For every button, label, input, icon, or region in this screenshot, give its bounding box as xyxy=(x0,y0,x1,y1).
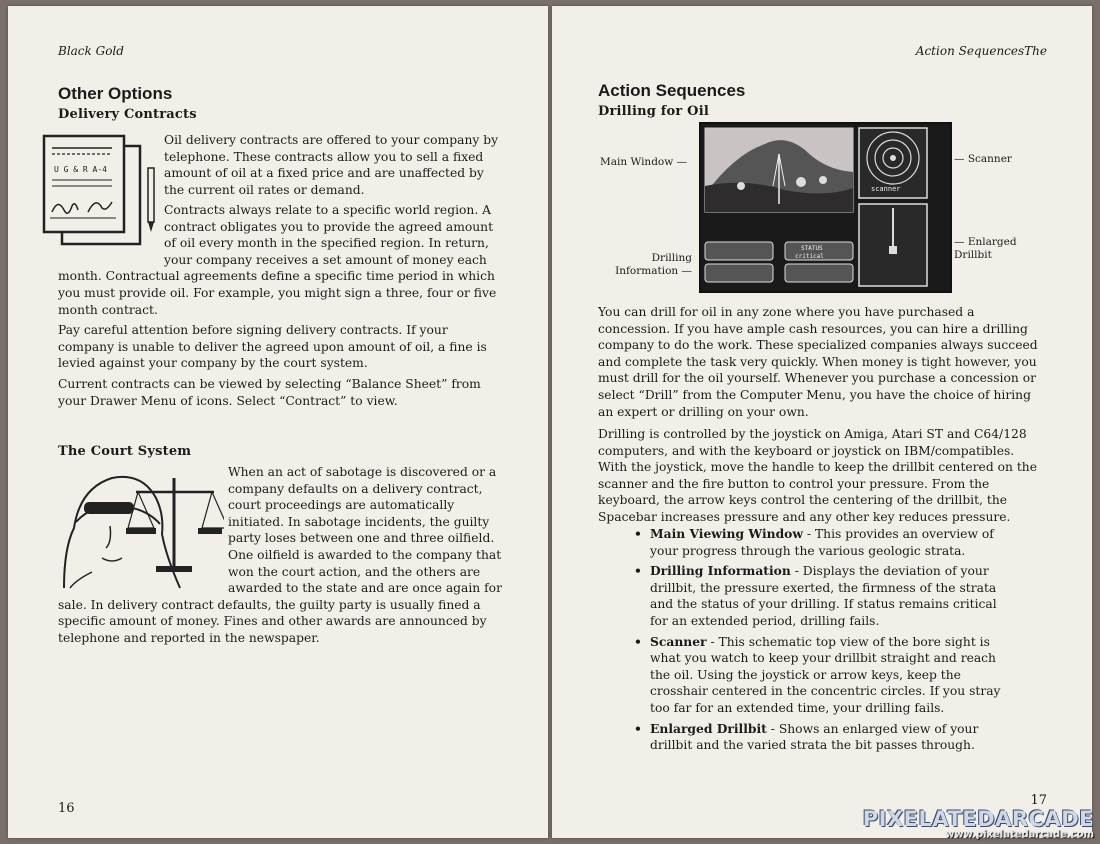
bullet-dot: • xyxy=(634,633,642,649)
bullet-text: - This provides an overview of your progress through the various geologic strata. xyxy=(650,527,994,558)
court-paragraph xyxy=(58,464,508,647)
delivery-paragraph-2-text: Contracts always relate to a specific world region. A contract obligates you to provide the agreed amount of oil every month in the specified region. In return, your company receives a set amount of money each month. Contractual agreements define a specific time period in which you must provide oil. For example, you might sign a three, four or five month contract. xyxy=(58,203,497,317)
svg-text:U G & R A-4: U G & R A-4 xyxy=(54,165,107,174)
bullet-term: Drilling Information xyxy=(650,563,791,579)
heading-court-system: The Court System xyxy=(58,444,192,459)
page-number-right: 17 xyxy=(1030,793,1047,808)
screen-status-label: STATUS xyxy=(801,245,823,252)
bullet-text: - Displays the deviation of your drillbit, the pressure exerted, the firmness of the strata and the status of your drilling. If status remains critical for an extended period, drilling fails. xyxy=(650,564,997,628)
label-scanner: — Scanner xyxy=(954,153,1012,165)
bullet-enlarged-drillbit xyxy=(624,721,1014,754)
label-enlarged-drillbit: — Enlarged Drillbit xyxy=(954,236,1017,261)
drilling-screen-graphic xyxy=(701,124,950,291)
running-head-left: Black Gold xyxy=(58,44,124,58)
bullet-dot: • xyxy=(634,526,642,541)
text-wrap-spacer xyxy=(58,202,164,268)
bullet-dot: • xyxy=(634,720,642,736)
feature-bullet-list xyxy=(624,526,1014,758)
watermark xyxy=(863,807,1094,840)
label-main-window: Main Window — xyxy=(600,156,688,168)
heading-delivery-contracts: Delivery Contracts xyxy=(58,107,197,122)
delivery-paragraph-3: Pay careful attention before signing delivery contracts. If your company is unable to deliver the agreed upon amount of oil, a fine is levied against your company by the court system. xyxy=(58,323,487,371)
bullet-term: Main Viewing Window xyxy=(650,526,803,541)
court-paragraph-text: When an act of sabotage is discovered or a company defaults on a delivery contract, court proceedings are automatically initiated. In sabotage incidents, the guilty party loses between one and three oilfield. One oilfield is awarded to the company that won the court action, and the others are awarded to the state and are once again for sale. In delivery contract defaults, the guilty party is usually fined a specific amount of money. Fines and other awards are announced by telephone and reported in the newspaper. xyxy=(58,465,502,645)
section-title-other-options: Other Options xyxy=(58,84,173,103)
screen-critical-label: critical xyxy=(795,253,824,260)
bullet-drilling-information xyxy=(624,563,1014,629)
text-wrap-spacer xyxy=(58,464,228,596)
screen-scanner-label: scanner xyxy=(871,185,901,193)
watermark-url: www.pixelatedarcade.com xyxy=(945,829,1094,840)
drilling-paragraph-2: Drilling is controlled by the joystick on Amiga, Atari ST and C64/128 computers, and with the keyboard or joystick on IBM/compatibles. With the joystick, move the handle to keep the drillbit centered on the scanner and the fire button to control your pressure. From the keyboard, the arrow keys control the centering of the drillbit, the Spacebar increases pressure and any other key reduces pressure. xyxy=(598,427,1037,524)
right-page xyxy=(552,6,1092,838)
drilling-screen xyxy=(699,122,952,293)
heading-drilling-for-oil: Drilling for Oil xyxy=(598,104,709,119)
label-drilling-information: Drilling Information — xyxy=(615,252,692,277)
drilling-paragraph-1: You can drill for oil in any zone where you have purchased a concession. If you have ample cash resources, you can hire a drilling company to do the work. These specialized companies always succeed and complete the task very quickly. When money is tight however, you must drill for the oil yourself. Whenever you purchase a concession or select “Drill” from the Computer Menu, you have the choice of hiring an expert or drilling on your own. xyxy=(598,305,1038,419)
section-title-action-sequences: Action Sequences xyxy=(598,81,746,100)
bullet-text: - This schematic top view of the bore sight is what you watch to keep your drillbit straight and reach the oil. Using the joystick or arrow keys, keep the crosshair centered in the concentric circles. If you stray too far for an extended time, your drilling fails. xyxy=(650,634,1001,715)
left-page xyxy=(8,6,548,838)
running-head-right: Action SequencesThe xyxy=(915,44,1047,58)
delivery-paragraph-4: Current contracts can be viewed by selecting “Balance Sheet” from your Drawer Menu of icons. Select “Contract” to view. xyxy=(58,377,481,408)
bullet-term: Scanner xyxy=(650,633,707,649)
bullet-scanner xyxy=(624,634,1014,717)
delivery-paragraph-2 xyxy=(58,202,499,318)
bullet-main-viewing-window xyxy=(624,526,1014,559)
bullet-term: Enlarged Drillbit xyxy=(650,720,767,736)
page-number-left: 16 xyxy=(58,801,75,816)
delivery-paragraph-1: Oil delivery contracts are offered to your company by telephone. These contracts allow you to sell a fixed amount of oil at a fixed price and are unaffected by the current oil rates or demand. xyxy=(164,133,499,197)
bullet-text: - Shows an enlarged view of your drillbit and the varied strata the bit passes through. xyxy=(650,721,979,753)
watermark-brand: PIXELATEDARCADE xyxy=(862,807,1094,831)
bullet-dot: • xyxy=(634,563,642,579)
